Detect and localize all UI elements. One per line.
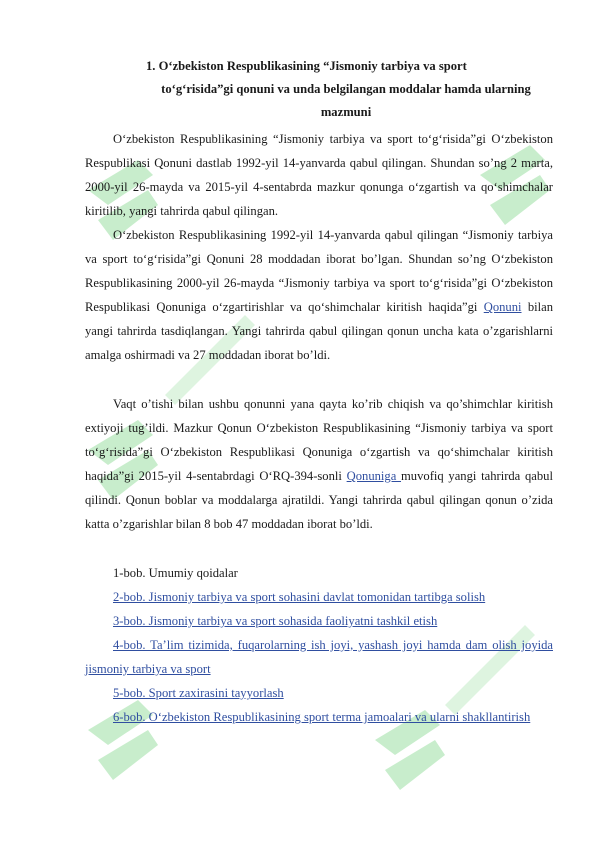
- heading-line-3: mazmuni: [320, 105, 372, 119]
- heading-line-1: 1. O‘zbekiston Respublikasining “Jismoniy tarbiya va sport: [146, 59, 467, 73]
- qonuni-link[interactable]: Qonuni: [483, 300, 522, 314]
- chapter-link-2[interactable]: 2-bob. Jismoniy tarbiya va sport sohasini davlat tomonidan tartibga solish: [113, 590, 486, 604]
- paragraph-2-text-b: bilan yangi tahrirda tasdiqlangan. Yangi tahrirda qabul qilingan qonun uncha kata o’zgarishlarni amalga oshirmadi va 27 moddadan iborat bo’ldi.: [85, 300, 553, 362]
- paragraph-2: [85, 223, 553, 367]
- paragraph-1: O‘zbekiston Respublikasining “Jismoniy tarbiya va sport to‘g‘risida”gi O‘zbekiston Respublikasi Qonuni dastlab 1992-yil 14-yanvarda qabul qilingan. Shundan so’ng 2 marta, 2000-yil 26-mayda va 2015-yil 4-sentabrda mazkur qonunga o‘zgartish va qo‘shimchalar kiritilib, yangi tahrirda qabul qilingan.: [85, 132, 553, 218]
- chapter-link-6[interactable]: 6-bob. O‘zbekiston Respublikasining sport terma jamoalari va ularni shakllantirish: [113, 710, 531, 724]
- qonuniga-link[interactable]: Qonuniga: [346, 469, 402, 483]
- chapter-list: [85, 561, 553, 729]
- paragraph-3: [85, 392, 553, 536]
- chapter-link-4[interactable]: 4-bob. Ta’lim tizimida, fuqarolarning ish joyi, yashash joyi hamda dam olish joyida jismoniy tarbiya va sport: [85, 638, 553, 676]
- paragraph-2-text-a: O‘zbekiston Respublikasining 1992-yil 14-yanvarda qabul qilingan “Jismoniy tarbiya va sport to‘g‘risida”gi Qonuni 28 moddadan iborat bo’lgan. Shundan so’ng O‘zbekiston Respublikasining 2000-yil 26-mayda “Jismoniy tarbiya va sport to‘g‘risida”gi O‘zbekiston Respublikasi Qonuniga o‘zgartirishlar va qo‘shimchalar kiritish haqida”gi: [85, 228, 553, 314]
- chapter-item-1: 1-bob. Umumiy qoidalar: [113, 566, 238, 580]
- chapter-link-3[interactable]: 3-bob. Jismoniy tarbiya va sport sohasida faoliyatni tashkil etish: [113, 614, 438, 628]
- heading-line-2: to‘g‘risida”gi qonuni va unda belgilangan moddalar hamda ularning: [161, 82, 531, 96]
- section-heading: [130, 55, 562, 124]
- paragraph-3-text-a: Vaqt o’tishi bilan ushbu qonunni yana qayta ko’rib chiqish va qo’shimchlar kiritish extiyoji tug’ildi. Mazkur Qonun O‘zbekiston Respublikasining “Jismoniy tarbiya va sport to‘g‘risida”gi O‘zbekiston Respublikasi Qonuniga o‘zgartish va qo‘shimchalar kiritish haqida”gi 2015-yil 4-sentabrdagi O‘RQ-394-sonli: [85, 397, 553, 483]
- chapter-link-5[interactable]: 5-bob. Sport zaxirasini tayyorlash: [113, 686, 284, 700]
- paragraph-3-text-b: muvofiq yangi tahrirda qabul qilindi. Qonun boblar va moddalarga ajratildi. Yangi tahrirda qabul qilingan qonun o’zida katta o’zgarishlar bilan 8 bob 47 moddadan iborat bo’ldi.: [85, 469, 553, 531]
